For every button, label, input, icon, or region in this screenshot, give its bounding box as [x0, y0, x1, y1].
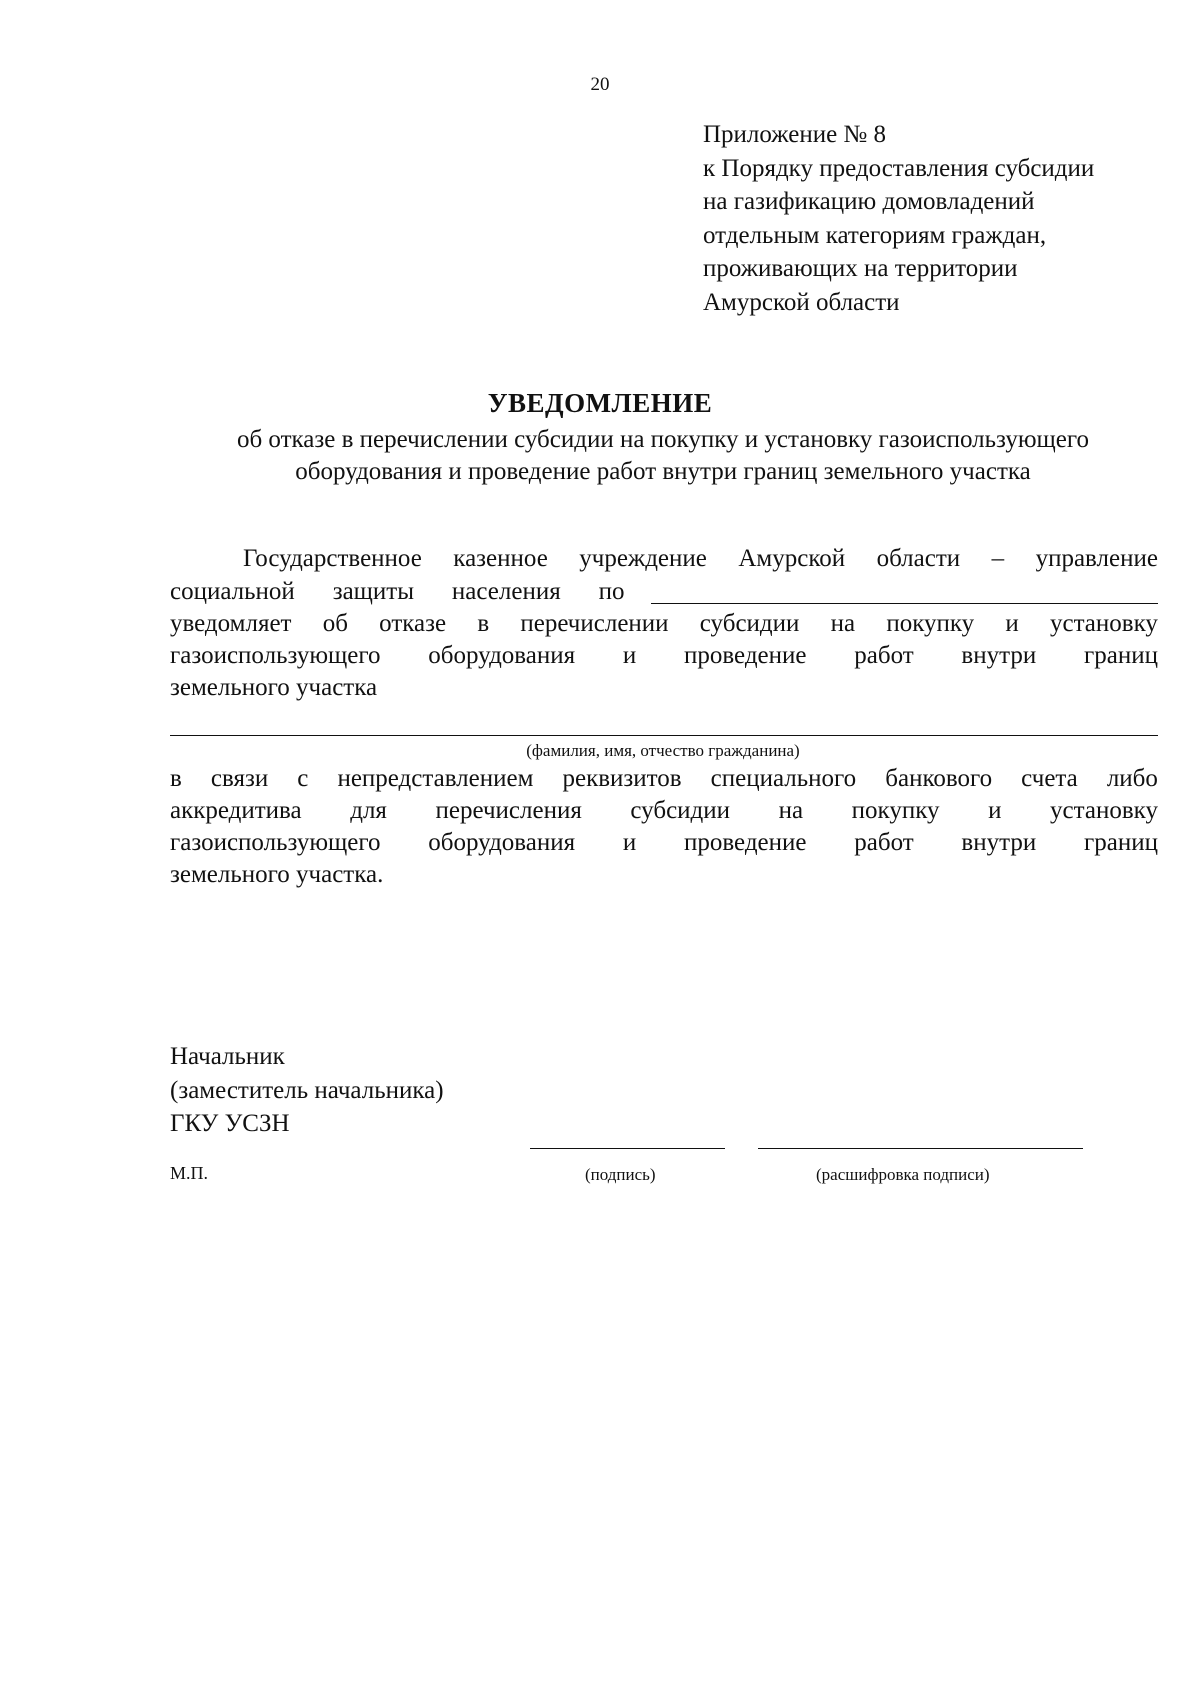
annex-header — [703, 118, 1094, 319]
body-line-2-text — [170, 576, 625, 608]
document-subtitle — [0, 424, 1200, 487]
signatory-block — [170, 1040, 444, 1141]
signatory-line: Начальник — [170, 1043, 285, 1070]
word: уведомляет — [170, 610, 292, 637]
word: проведение — [684, 642, 807, 669]
page-number: 20 — [590, 74, 610, 95]
word: границ — [1083, 829, 1158, 856]
stamp-label: М.П. — [170, 1163, 209, 1183]
word: и — [1005, 610, 1019, 637]
body-line-2 — [170, 576, 1158, 608]
signatory-line: (заместитель начальника) — [170, 1076, 444, 1104]
body-line-4 — [170, 640, 1158, 672]
word: и — [622, 829, 637, 856]
word: по — [598, 578, 625, 605]
body-line-8 — [170, 827, 1158, 859]
body-line-9: земельного участка. — [170, 861, 384, 888]
word: субсидии — [699, 610, 800, 637]
annex-line: проживающих на территории — [703, 255, 1018, 282]
word: отказе — [379, 610, 447, 637]
word: и — [988, 797, 1002, 824]
word: оборудования — [428, 642, 576, 669]
word: учреждение — [579, 545, 707, 572]
transcript-caption: (расшифровка подписи) — [816, 1165, 990, 1184]
subtitle-line: оборудования и проведение работ внутри границ земельного участка — [295, 457, 1031, 485]
word: аккредитива — [170, 797, 302, 824]
word: управление — [1035, 545, 1158, 572]
word: непредставлением — [337, 765, 534, 792]
word: на — [830, 610, 856, 637]
word: об — [322, 610, 348, 637]
word: либо — [1106, 765, 1158, 792]
word: Государственное — [243, 545, 422, 572]
word: – — [991, 545, 1005, 572]
word: газоиспользующего — [170, 642, 381, 669]
word: казенное — [453, 545, 548, 572]
body-line-5: земельного участка — [170, 674, 378, 701]
body-line-3 — [170, 608, 1158, 640]
citizen-name-blank-line[interactable] — [170, 735, 1158, 736]
word: области — [876, 545, 961, 572]
word: банкового — [885, 765, 993, 792]
annex-line: к Порядку предоставления субсидии — [703, 154, 1095, 182]
citizen-name-caption: (фамилия, имя, отчество гражданина) — [526, 741, 800, 760]
signatory-line: ГКУ УСЗН — [170, 1110, 290, 1137]
annex-line: Приложение № 8 — [703, 121, 887, 148]
annex-line: отдельным категориям граждан, — [703, 221, 1047, 249]
word: перечисления — [435, 797, 582, 824]
subtitle-line: об отказе в перечислении субсидии на покупку и установку газоиспользующего — [236, 426, 1090, 453]
body-line-1-text — [170, 543, 1158, 575]
annex-line: Амурской области — [703, 288, 900, 316]
body-line-6 — [170, 763, 1158, 795]
signature-caption: (подпись) — [585, 1165, 656, 1184]
word: связи — [210, 765, 269, 792]
word: внутри — [961, 829, 1037, 856]
word: защиты — [332, 578, 415, 605]
word: перечислении — [520, 610, 669, 637]
word: специального — [710, 765, 857, 792]
word: с — [297, 765, 309, 792]
word: покупку — [851, 797, 940, 824]
word: в — [170, 765, 182, 792]
word: социальной — [170, 578, 295, 605]
word: работ — [854, 829, 914, 856]
word: газоиспользующего — [170, 829, 381, 856]
body-line-7 — [170, 795, 1158, 827]
word: населения — [451, 578, 561, 605]
word: в — [477, 610, 490, 637]
word: субсидии — [630, 797, 731, 824]
word: Амурской — [738, 545, 846, 572]
word: и — [622, 642, 637, 669]
word: счета — [1021, 765, 1078, 792]
word: проведение — [684, 829, 807, 856]
word: работ — [854, 642, 914, 669]
annex-line: на газификацию домовладений — [703, 188, 1035, 215]
word: оборудования — [428, 829, 576, 856]
signature-blank-line[interactable] — [530, 1148, 725, 1149]
word: установку — [1050, 797, 1158, 824]
document-title: УВЕДОМЛЕНИЕ — [487, 388, 713, 418]
signature-transcript-blank-line[interactable] — [758, 1148, 1083, 1149]
word: границ — [1083, 642, 1158, 669]
word: покупку — [886, 610, 975, 637]
word: реквизитов — [562, 765, 682, 792]
word: на — [778, 797, 804, 824]
body-line-1 — [170, 543, 1158, 575]
word: внутри — [961, 642, 1037, 669]
word: установку — [1049, 610, 1158, 637]
institution-blank-line[interactable] — [651, 581, 1158, 604]
word: для — [350, 797, 387, 824]
